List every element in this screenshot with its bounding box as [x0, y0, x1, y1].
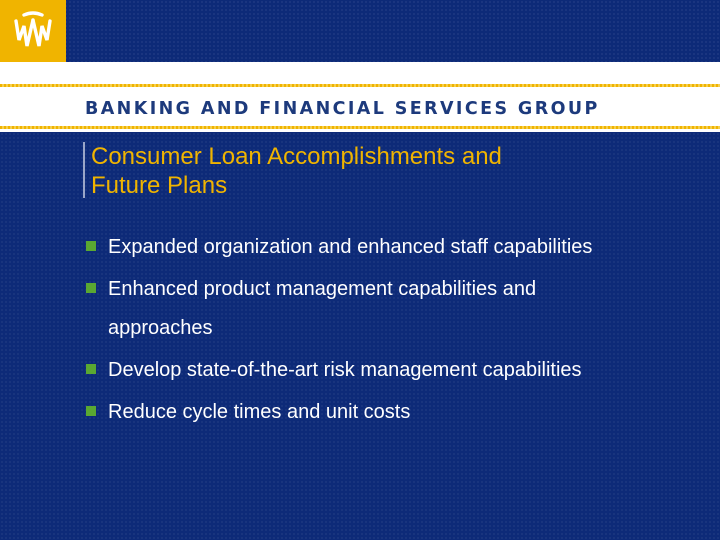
slide-title — [91, 142, 611, 200]
bullet-item — [86, 233, 706, 261]
wachovia-logo-icon — [0, 0, 66, 62]
bullet-text: Enhanced product management capabilities and — [108, 278, 537, 300]
slide-title-line: Future Plans — [91, 172, 228, 199]
bullet-text: Reduce cycle times and unit costs — [108, 401, 411, 423]
group-title: BANKING AND FINANCIAL SERVICES GROUP — [85, 99, 600, 119]
bullet-item — [86, 398, 706, 426]
bullet-text-continuation: approaches — [108, 317, 213, 339]
slide-title-line: Consumer Loan Accomplishments and — [91, 143, 502, 170]
title-accent-bar — [83, 142, 85, 198]
square-bullet-icon — [86, 283, 96, 293]
square-bullet-icon — [86, 241, 96, 251]
slide-content — [0, 132, 720, 540]
bullet-item — [86, 275, 706, 342]
header-rule-top — [0, 84, 720, 87]
header-strip — [0, 62, 720, 132]
square-bullet-icon — [86, 364, 96, 374]
bullet-list — [86, 233, 706, 440]
bullet-text: Develop state-of-the-art risk management capabilities — [108, 359, 582, 381]
bullet-item — [86, 356, 706, 384]
bullet-text: Expanded organization and enhanced staff capabilities — [108, 236, 593, 258]
square-bullet-icon — [86, 406, 96, 416]
logo — [0, 0, 66, 62]
header-rule-bottom — [0, 126, 720, 129]
top-band — [0, 0, 720, 62]
